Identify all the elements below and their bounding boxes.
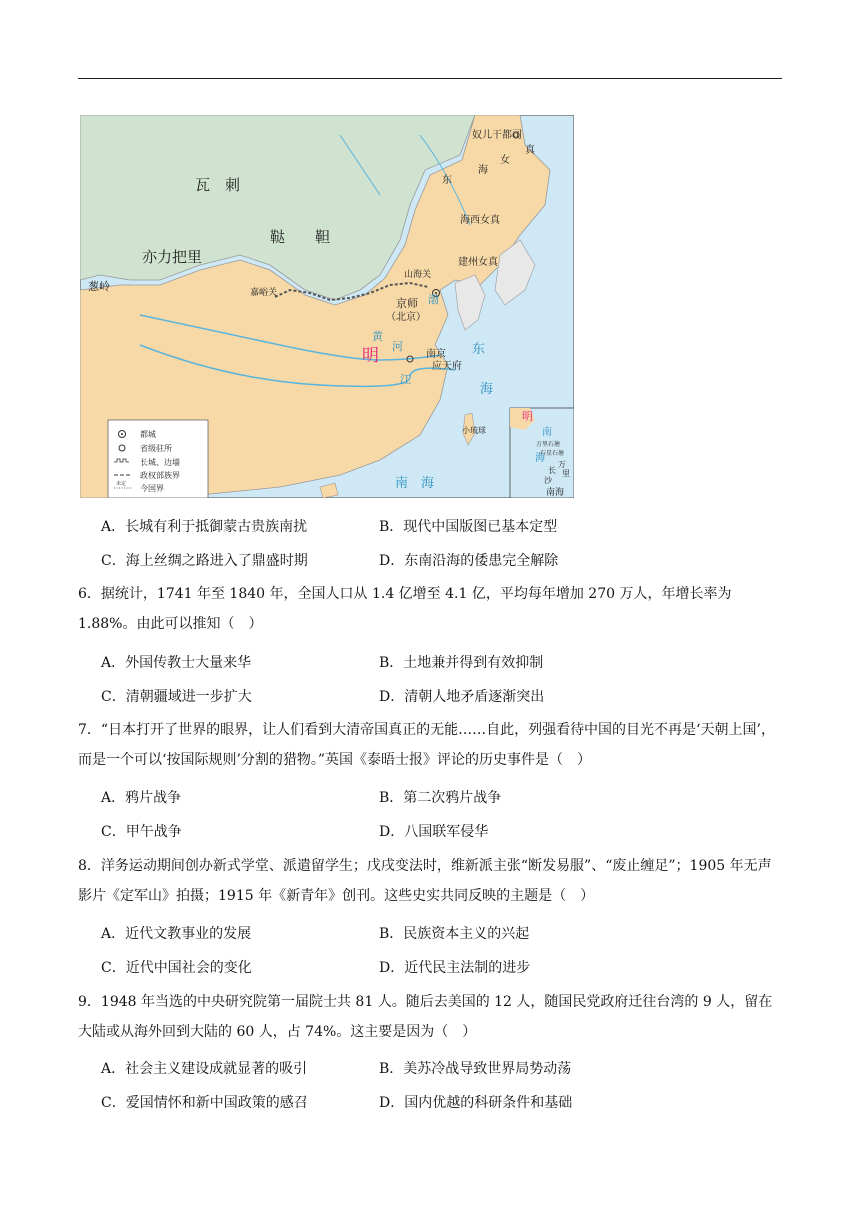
header-rule — [78, 78, 782, 79]
legend-undetermined: 未定 — [116, 481, 127, 487]
ming-dynasty-map — [80, 115, 574, 498]
q6-option-d: D．清朝人地矛盾逐渐突出 — [379, 689, 545, 705]
inset-label-wanli-shitang: 万里石塘 — [536, 441, 561, 448]
map-label-xiaoliuqiu: 小琉球 — [462, 426, 486, 435]
map-label-dong-sea-2: 海 — [480, 382, 494, 397]
q5-option-c: C．海上丝绸之路进入了鼎盛时期 — [101, 553, 308, 569]
q9-option-c: C．爱国情怀和新中国政策的感召 — [101, 1095, 308, 1111]
map-label-dong: 东 — [442, 175, 452, 186]
map-label-ming: 明 — [362, 346, 379, 366]
q8-option-b: B．民族资本主义的兴起 — [379, 926, 530, 942]
inset-label-shixing: 石星石塘 — [540, 450, 565, 457]
q7-option-a: A．鸦片战争 — [101, 790, 182, 806]
map-label-jiang: 江 — [400, 373, 411, 386]
map-label-jiayuguan: 嘉峪关 — [250, 288, 278, 298]
q8-stem: 8．洋务运动期间创办新式学堂、派遣留学生；戊戌变法时，维新派主张“断发易服”、“废止缠足”；1905 年无声影片《定军山》拍摄；1915 年《新青年》创刊。这些史实共同反映的主题是（ ） — [78, 858, 772, 904]
map-label-dong-sea: 东 — [472, 342, 486, 357]
q7-option-b: B．第二次鸦片战争 — [379, 790, 502, 806]
legend-modern-border: 今国界 — [140, 484, 164, 493]
map-label-bo: 渤 — [428, 293, 439, 306]
map-label-nuergan: 奴儿干都司 — [472, 130, 522, 141]
map-label-zhen: 真 — [525, 145, 535, 156]
q7-option-c: C．甲午战争 — [101, 824, 182, 840]
q6-option-c: C．清朝疆域进一步扩大 — [101, 689, 252, 705]
map-label-shanhaiguan: 山海关 — [404, 270, 432, 280]
inset-label-wan: 万 — [558, 460, 566, 469]
q5-option-d: D．东南沿海的倭患完全解除 — [379, 553, 559, 569]
map-label-jianzhou: 建州女真 — [458, 257, 498, 268]
q6-option-a: A．外国传教士大量来华 — [101, 655, 252, 671]
q9-stem: 9．1948 年当选的中央研究院第一届院士共 81 人。随后去美国的 12 人，随国民党政府迁往台湾的 9 人，留在大陆或从海外回到大陆的 60 人，占 74%。这主要是因为（ ） — [78, 994, 773, 1040]
q5-option-b: B．现代中国版图已基本定型 — [379, 519, 558, 535]
q9-option-d: D．国内优越的科研条件和基础 — [379, 1095, 573, 1111]
map-label-nanhai: 南 海 — [395, 476, 435, 491]
map-label-huang: 黄 — [372, 330, 383, 343]
map-label-hai: 海 — [478, 165, 488, 176]
map-label-jingshi: 京师 — [396, 297, 418, 310]
q9-option-b: B．美苏冷战导致世界局势动荡 — [379, 1061, 572, 1077]
map-label-wala: 瓦 刺 — [195, 176, 241, 194]
q8-option-c: C．近代中国社会的变化 — [101, 960, 252, 976]
inset-label-chang: 长 — [548, 466, 556, 475]
q5-option-a: A．长城有利于抵御蒙古贵族南扰 — [101, 519, 308, 535]
inset-label-sha: 沙 — [544, 476, 552, 485]
q8-option-d: D．近代民主法制的进步 — [379, 960, 531, 976]
inset-label-nan: 南 — [542, 427, 552, 438]
q6-stem: 6．据统计，1741 年至 1840 年，全国人口从 1.4 亿增至 4.1 亿，平均每年增加 270 万人，年增长率为 1.88%。由此可以推知（ ） — [78, 586, 732, 632]
q7-option-d: D．八国联军侵华 — [379, 824, 489, 840]
legend-capital: 都城 — [140, 430, 156, 439]
map-label-yingtian: 应天府 — [432, 361, 462, 372]
inset-label-li: 里 — [562, 469, 570, 478]
inset-label-hai: 海 — [535, 453, 545, 464]
legend-tribal-border: 政权部族界 — [140, 471, 180, 480]
map-label-yilibali: 亦力把里 — [142, 248, 203, 266]
q7-stem: 7．“日本打开了世界的眼界，让人们看到大清帝国真正的无能……自此，列强看待中国的目光不再是‘天朝上国’，而是一个可以‘按国际规则’分割的猎物。”英国《泰晤士报》评论的历史事件是（ ） — [78, 722, 775, 768]
q8-option-a: A．近代文教事业的发展 — [101, 926, 252, 942]
map-label-nv: 女 — [500, 155, 510, 166]
map-label-haixi: 海西女真 — [460, 215, 500, 226]
map-label-dada: 鞑 靼 — [270, 228, 331, 246]
q9-option-a: A．社会主义建设成就显著的吸引 — [101, 1061, 308, 1077]
inset-label-ming: 明 — [522, 410, 533, 423]
map-label-beijing: （北京） — [386, 312, 426, 323]
inset-title: 南海 — [546, 488, 565, 498]
map-label-he: 河 — [392, 340, 403, 353]
map-label-congling: 葱岭 — [88, 280, 110, 293]
q6-option-b: B．土地兼并得到有效抑制 — [379, 655, 544, 671]
legend-great-wall: 长城、边墙 — [140, 458, 180, 467]
map-label-nanjing: 南京 — [426, 349, 446, 360]
legend-provincial-seat: 省级驻所 — [140, 444, 172, 453]
